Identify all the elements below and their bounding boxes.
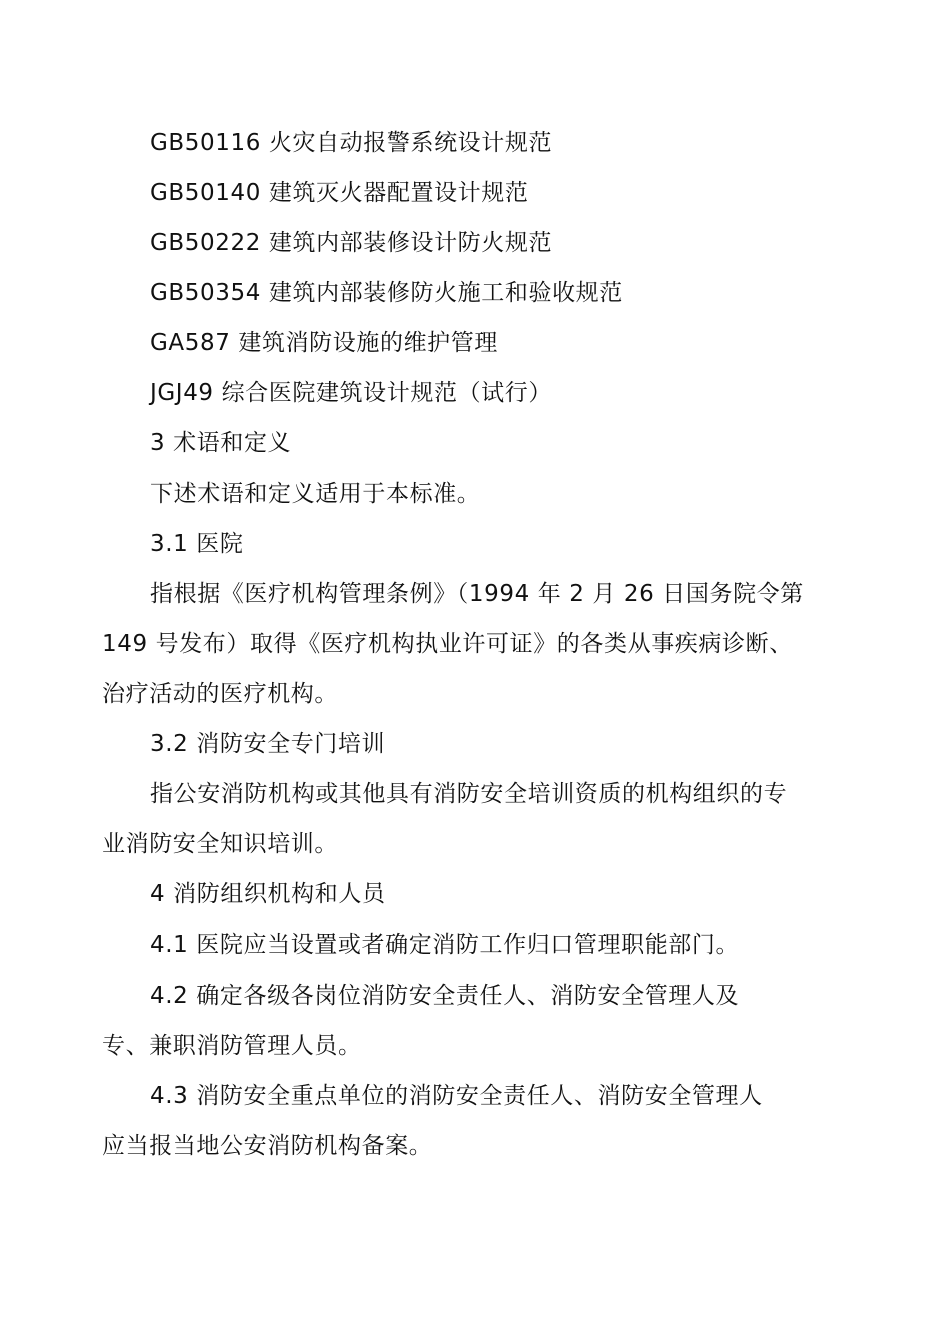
- section-3-intro: 下述术语和定义适用于本标准。: [150, 481, 481, 507]
- paragraph-3-1-line-2: 149 号发布）取得《医疗机构执业许可证》的各类从事疾病诊断、: [102, 631, 793, 657]
- clause-4-2-line-1: 4.2 确定各级各岗位消防安全责任人、消防安全管理人及: [150, 983, 740, 1009]
- section-heading-3: 3 术语和定义: [150, 430, 292, 456]
- subsection-heading-3-2: 3.2 消防安全专门培训: [150, 731, 386, 757]
- subsection-heading-3-1: 3.1 医院: [150, 531, 244, 557]
- standard-ref-ga587: GA587 建筑消防设施的维护管理: [150, 330, 498, 356]
- standard-ref-gb50116: GB50116 火灾自动报警系统设计规范: [150, 130, 553, 156]
- paragraph-3-1-line-3: 治疗活动的医疗机构。: [102, 681, 338, 707]
- paragraph-3-2-line-1: 指公安消防机构或其他具有消防安全培训资质的机构组织的专: [150, 781, 788, 807]
- standard-ref-jgj49: JGJ49 综合医院建筑设计规范（试行）: [150, 380, 552, 406]
- clause-4-3-line-2: 应当报当地公安消防机构备案。: [102, 1133, 433, 1159]
- standard-ref-gb50140: GB50140 建筑灭火器配置设计规范: [150, 180, 529, 206]
- paragraph-3-1-line-1: 指根据《医疗机构管理条例》（1994 年 2 月 26 日国务院令第: [150, 581, 804, 607]
- clause-4-3-line-1: 4.3 消防安全重点单位的消防安全责任人、消防安全管理人: [150, 1083, 763, 1109]
- clause-4-2-line-2: 专、兼职消防管理人员。: [102, 1033, 362, 1059]
- standard-ref-gb50354: GB50354 建筑内部装修防火施工和验收规范: [150, 280, 623, 306]
- section-heading-4: 4 消防组织机构和人员: [150, 881, 386, 907]
- standard-ref-gb50222: GB50222 建筑内部装修设计防火规范: [150, 230, 553, 256]
- clause-4-1: 4.1 医院应当设置或者确定消防工作归口管理职能部门。: [150, 932, 740, 958]
- paragraph-3-2-line-2: 业消防安全知识培训。: [102, 831, 338, 857]
